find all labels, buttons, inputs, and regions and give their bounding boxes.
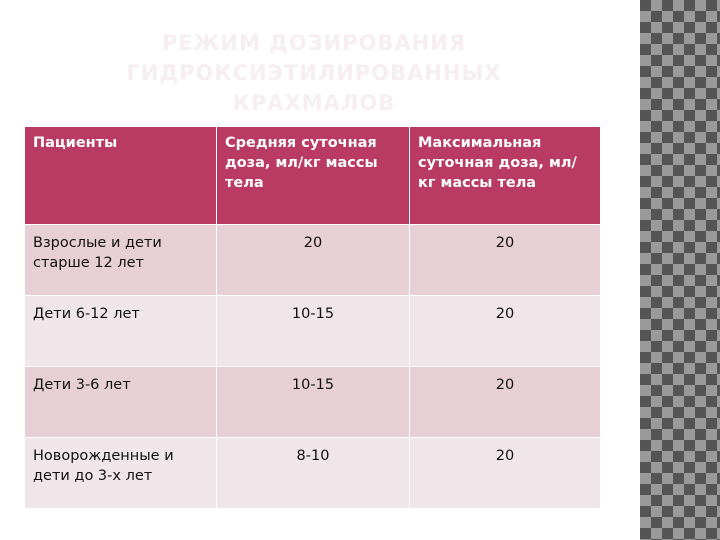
table-row: [25, 438, 601, 509]
patient-group-cell: Дети 3-6 лет: [25, 367, 217, 438]
maximum-dose-cell: 20: [410, 367, 601, 438]
average-dose-cell: 8-10: [217, 438, 410, 509]
dosage-table: [24, 126, 601, 509]
header-maximum-daily-dose: Максимальная суточная доза, мл/кг массы тела: [410, 127, 601, 225]
maximum-dose-cell: 20: [410, 438, 601, 509]
table-row: [25, 296, 601, 367]
average-dose-cell: 10-15: [217, 367, 410, 438]
average-dose-cell: 20: [217, 225, 410, 296]
average-dose-cell: 10-15: [217, 296, 410, 367]
table-row: [25, 225, 601, 296]
table-row: [25, 367, 601, 438]
decorative-pattern-strip: [640, 0, 720, 540]
maximum-dose-cell: 20: [410, 296, 601, 367]
table-header-row: [25, 127, 601, 225]
patient-group-cell: Взрослые и дети старше 12 лет: [25, 225, 217, 296]
slide-title: РЕЖИМ ДОЗИРОВАНИЯ ГИДРОКСИЭТИЛИРОВАННЫХ КРАХМАЛОВ: [126, 31, 502, 115]
header-average-daily-dose: Средняя суточная доза, мл/кг массы тела: [217, 127, 410, 225]
maximum-dose-cell: 20: [410, 225, 601, 296]
patient-group-cell: Дети 6-12 лет: [25, 296, 217, 367]
patient-group-cell: Новорожденные и дети до 3-х лет: [25, 438, 217, 509]
header-patients: Пациенты: [25, 127, 217, 225]
